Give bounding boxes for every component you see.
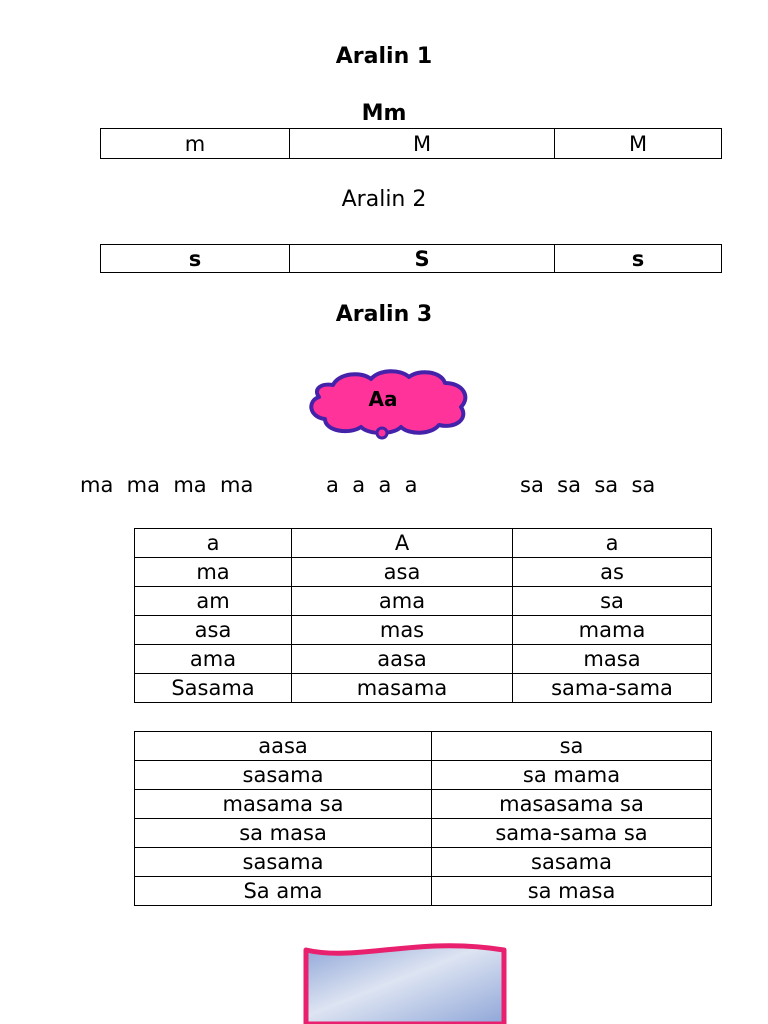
table-cell: aasa (292, 645, 513, 674)
table-cell: ama (135, 645, 292, 674)
table-cell: sa (432, 732, 712, 761)
table-cell: ama (292, 587, 513, 616)
table-cell: m (101, 129, 290, 159)
lesson-2-title: Aralin 2 (341, 187, 427, 212)
syllables-sa: sa sa sa sa (520, 473, 656, 497)
table-cell: M (290, 129, 555, 159)
word-table-3col (134, 528, 712, 703)
table-row (135, 674, 712, 703)
table-row (101, 245, 722, 273)
table-cell: a (135, 529, 292, 558)
table-row (135, 790, 712, 819)
table-cell: mama (513, 616, 712, 645)
table-cell: asa (292, 558, 513, 587)
table-cell: mas (292, 616, 513, 645)
table-cell: sa masa (135, 819, 432, 848)
table-row (135, 587, 712, 616)
table-cell: sama-sama (513, 674, 712, 703)
table-cell: masama (292, 674, 513, 703)
lesson-1-letters: Mm (361, 101, 407, 126)
word-table-2col (134, 731, 712, 906)
table-row (135, 848, 712, 877)
letter-table-s (100, 244, 722, 273)
table-cell: am (135, 587, 292, 616)
table-row (135, 529, 712, 558)
table-cell: S (290, 245, 555, 273)
table-row (101, 129, 722, 159)
table-cell: sa mama (432, 761, 712, 790)
table-cell: aasa (135, 732, 432, 761)
table-row (135, 645, 712, 674)
table-cell: asa (135, 616, 292, 645)
table-cell: A (292, 529, 513, 558)
syllables-a: a a a a (326, 473, 418, 497)
table-cell: sasama (432, 848, 712, 877)
letter-table-m (100, 128, 722, 159)
table-row (135, 558, 712, 587)
table-cell: s (101, 245, 290, 273)
lesson-3-title: Aralin 3 (335, 302, 433, 327)
syllables-ma: ma ma ma ma (80, 473, 254, 497)
table-cell: M (555, 129, 722, 159)
table-cell: sasama (135, 848, 432, 877)
table-row (135, 877, 712, 906)
table-cell: ma (135, 558, 292, 587)
lesson-1-title: Aralin 1 (335, 44, 433, 69)
table-cell: Sa ama (135, 877, 432, 906)
cloud-label: Aa (368, 387, 398, 411)
table-cell: a (513, 529, 712, 558)
table-cell: sa masa (432, 877, 712, 906)
table-cell: sa (513, 587, 712, 616)
ribbon-banner (298, 940, 512, 1024)
table-cell: sama-sama sa (432, 819, 712, 848)
table-cell: masasama sa (432, 790, 712, 819)
table-cell: masa (513, 645, 712, 674)
table-cell: masama sa (135, 790, 432, 819)
table-cell: Sasama (135, 674, 292, 703)
table-cell: s (555, 245, 722, 273)
table-row (135, 732, 712, 761)
table-row (135, 616, 712, 645)
table-cell: as (513, 558, 712, 587)
table-row (135, 819, 712, 848)
table-cell: sasama (135, 761, 432, 790)
table-row (135, 761, 712, 790)
